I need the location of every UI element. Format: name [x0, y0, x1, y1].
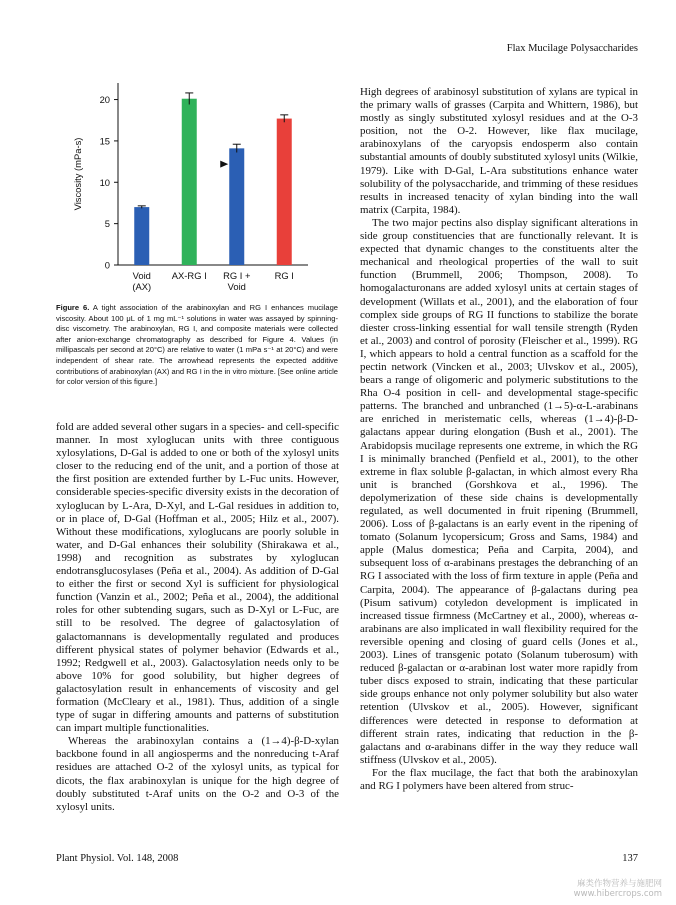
- y-tick-label: 20: [99, 94, 110, 106]
- figure-6-chart: [56, 80, 339, 295]
- running-head: Flax Mucilage Polysaccharides: [506, 43, 638, 54]
- watermark-line: 麻类作物营养与施肥网: [576, 879, 662, 889]
- y-tick-label: 5: [104, 218, 110, 230]
- category-label: RG I +: [223, 270, 251, 281]
- y-axis-label: Viscosity (mPa-s): [72, 137, 83, 211]
- viscosity-bar-chart: [56, 80, 339, 295]
- footer-journal: Plant Physiol. Vol. 148, 2008: [56, 853, 179, 864]
- watermark-line: www.hibercrops.com: [573, 889, 662, 899]
- page-number: 137: [622, 853, 638, 864]
- right-paragraph: For the flax mucilage, the fact that both the arabinoxylan and RG I polymers have been altered from struc-: [360, 766, 638, 792]
- arrowhead-marker: [220, 161, 228, 168]
- right-column: [360, 86, 638, 793]
- left-paragraph: fold are added several other sugars in a species- and cell-specific manner. In most xyloglucan units with three contiguous xylosylations, D-Gal is added to one or both of the xylosyl units closer to the reducing end of the unit, and a portion of those at the first position are extended further by L-Fuc units. However, considerable species-specific diversity exists in the decoration of xyloglucan by L-Ara, D-Xyl, and L-Gal residues in addition to, or in place of, D-Gal (Hoffman et al., 2005; Hilz et al., 2007). Without these modifications, xyloglucans are poorly soluble in water, and D-Gal enhances their solubility (Shirakawa et al., 1998) and recognition as substrates by xyloglucan endotransglucosylases (Peña et al., 2004). As addition of D-Gal to either the first or second Xyl is sufficient for physiological function (Vanzin et al., 2002; Peña et al., 2004), the additional roles for other subtending sugars, such as D-Xyl or L-Fuc, are still to be resolved. The degree of galactosylation of galactomannans is developmentally regulated and produces different physical states of polymer behavior (Edwards et al., 1992; Redgwell et al., 2003). Galactosylation needs only to be above 10% for good solubility, but higher degrees of galactosylation result in enhancements of viscosity and gel formation (McCleary et al., 1981). Thus, addition of a single type of sugar in differing amounts and patterns of substitution can impart multiple functionalities.: [56, 421, 339, 735]
- left-paragraph: Whereas the arabinoxylan contains a (1→4)-β-D-xylan backbone found in all angiosperms and the nonreducing t-Araf residues are attached O-2 of the xylosyl units, as typical for dicots, the flax arabinoxylan is unique for the high degree of doubly substituted t-Araf units on the O-2 and O-3 of the xylosyl units.: [56, 735, 339, 813]
- bar: [229, 148, 244, 265]
- caption-label: Figure 6.: [56, 303, 90, 312]
- left-column: [56, 421, 339, 814]
- y-tick-label: 0: [104, 259, 110, 271]
- right-paragraph: High degrees of arabinosyl substitution of xylans are typical in the primary walls of grasses (Carpita and Whittern, 1986), but mostly as singly substituted xylosyl residues and at the O-3 position, not the O-2. However, like flax mucilage, arabinoxylans of the caryopsis endosperm also contain substantial amounts of doubly substituted xylosyl units (Wilkie, 1979). Like with D-Gal, L-Ara substitutions enhance water solubility of the polysaccharide, and trimming of these residues results in increased tenacity of xylan binding into the wall matrix (Carpita, 1984).: [360, 86, 638, 216]
- y-tick-label: 10: [99, 176, 110, 188]
- figure-caption: [56, 303, 338, 388]
- bar: [277, 119, 292, 265]
- y-tick-label: 15: [99, 135, 110, 147]
- category-label: Void: [227, 281, 246, 292]
- category-label: (AX): [132, 281, 152, 292]
- bar: [182, 99, 197, 265]
- right-paragraph: The two major pectins also display significant alterations in side group constituencies that are functionally relevant. It is expected that dynamic changes to the constituents alter the mechanical and rheological properties of the wall to suit function (Brummell, 2006; Thompson, 2008). To homogalacturonans are added xylosyl units at certain stages of development (Willats et al., 2001), and the elaboration of four complex side groups of RG II functions to stabilize the borate diester cross-linking essential for wall tensile strength (Ryden et al., 2003) and control of porosity (Fleischer et al., 1999). RG I, which appears to hold a central function as a scaffold for the pectin network (Vincken et al., 2003; Ulvskov et al., 2005), bears a range of oligomeric and polymeric substitutions to the Rha O-4 position in cell- and developmental stage-specific patterns. The branched and unbranched (1→5)-α-L-arabinans are enriched in meristematic cells, whereas (1→4)-β-D-galactans appear during elongation (Bush et al., 2001). The Arabidopsis mucilage represents one extreme, in which the RG I is minimally branched (Penfield et al., 2001), to the other extreme in flax soluble β-galactan, in which almost every Rha unit is branched (Gorshkova et al., 1996). The depolymerization of these side chains is developmentally regulated, as well documented in fruit ripening (Brummell, 2006). Loss of β-galactans is an early event in the ripening of tomato (Solanum lycopersicum; Gross and Sams, 1984) and apple (Malus domestica; Peña and Carpita, 2004), and subsequent loss of α-arabinans prestages the debranching of an RG I associated with the loss of firm texture in apple (Peña and Carpita, 2004). The appearance of β-galactans during pea (Pisum sativum) cotyledon development is implicated in increased tissue firmness (McCartney et al., 2000), whereas α-arabinans are also implicated in wall flexibility required for the reversible opening and closing of guard cells (Jones et al., 2003). Lines of transgenic potato (Solanum tuberosum) with reduced β-galactan or α-arabinan lost water more rapidly from tuber discs exposed to strain, indicating that these particular side groups enhance not only polymer solubility but also water retention (Ulvskov et al., 2005). However, significant differences were detected in response to deformation at different strain rates, indicating that reduction in the β-galactans and α-arabinans differ in the way they reduce wall stiffness (Ulvskov et al., 2005).: [360, 216, 638, 766]
- bar: [134, 207, 149, 265]
- category-label: AX-RG I: [171, 270, 207, 281]
- category-label: Void: [132, 270, 151, 281]
- category-label: RG I: [274, 270, 294, 281]
- watermark: [572, 879, 662, 899]
- caption-text: A tight association of the arabinoxylan and RG I enhances mucilage viscosity. About 100 μL of 1 mg mL⁻¹ solutions in water was assayed by spinning-disc viscometry. The arabinoxylan, RG I, and composite materials were collected after anion-exchange chromatography as described for Figure 4. Values (in millipascals per second at 20°C) are relative to water (1 mPa s⁻¹ at 20°C) and were independent of shear rate. The arrowhead represents the expected additive contributions of arabinoxylan (AX) and RG I in the in vitro mixture. [See online article for color version of this figure.]: [56, 303, 339, 387]
